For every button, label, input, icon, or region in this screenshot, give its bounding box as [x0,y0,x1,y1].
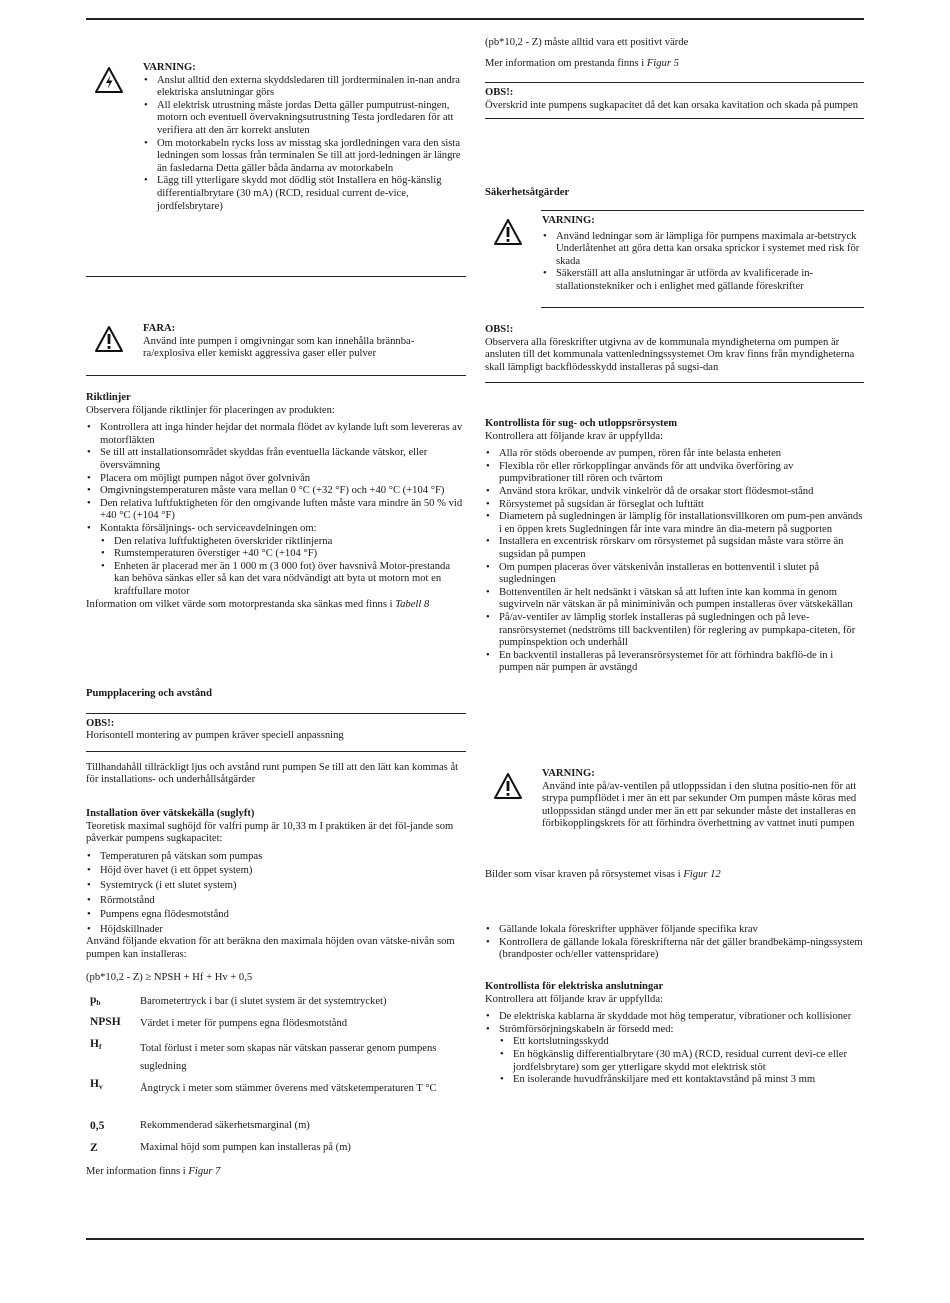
figure-info-text: Bilder som visar kraven på rörsystemet visas i Figur 12 [485,869,721,880]
list-item: • Diametern på sugledningen är lämplig för installationsvillkoren om pum-pen används i en öppen krets Sugledningen får inte vara mindre än dia-metern på sugporten [485,511,864,536]
more-info: Mer information finns i Figur 7 [86,1166,221,1178]
danger-text: Använd inte pumpen i omgivningar som kan innehålla brännba-ra/explosiva eller kemiskt aggressiva gaser eller pulver [143,335,415,360]
warning-title: VARNING: [542,215,595,226]
section-title: Kontrollista för sug- och utloppsrörsystem [485,418,678,429]
positive-value-text: (pb*10,2 - Z) måste alltid vara ett positivt värde [485,37,689,48]
guidelines-outro: Information om vilket värde som motorprestanda ska sänkas med finns i Tabell 8 [86,598,430,610]
warning-title: VARNING: [542,768,595,779]
list-item: • Gällande lokala föreskrifter upphäver följande specifika krav [485,924,864,937]
guidelines-intro: Observera följande riktlinjer för placeringen av produkten: [86,404,335,416]
list-item: • Höjd över havet (i ett öppet system) [86,865,466,878]
list-item: • Om pumpen placeras över vätskenivån installeras en bottenventil i slutet på sugledningen [485,562,864,587]
symbol-description: Barometertryck i bar (i slutet system är det systemtrycket) [140,996,387,1008]
figure-reference[interactable]: Figur 5 [646,57,679,69]
list-item: • Kontrollera de gällande lokala föreskrifterna när det gäller brandbekämp-ningssystem (brandposter och/eller vattenspridare) [485,937,864,962]
symbol-description: Maximal höjd som pumpen kan installeras på (m) [140,1142,351,1154]
danger-box [86,323,466,376]
list-item: • Rumstemperaturen överstiger +40 °C (+104 °F) [100,548,466,561]
figure-info [485,869,864,882]
placement-section [86,688,466,787]
note-text: Observera alla föreskrifter utgivna av de kommunala myndigheterna om pumpen är ansluten till det kommunala vattenledningssystemet Om krav finns från myndigheterna skall lämpligt backflödesskydd installeras på sugsi-dan [485,336,855,373]
section-title: Pumpplacering och avstånd [86,688,212,699]
top-rule [86,18,864,20]
list-item: • Kontrollera att inga hinder hejdar det normala flödet av kylande luft som levereras av motorfläkten [86,422,466,447]
symbol: $H_f$ [90,1038,102,1052]
electrical-warning-content [143,62,466,213]
list-item: • Systemtryck (i ett slutet system) [86,880,466,893]
note-title: OBS!: [485,87,514,98]
local-regulations [485,924,864,962]
note-title: OBS!: [485,324,514,335]
valve-warning-content [542,768,864,831]
note-text: Horisontell montering av pumpen kräver speciell anpassning [86,730,344,742]
exclamation-hazard-icon [94,325,124,353]
figure-reference[interactable]: Figur 7 [188,1166,221,1178]
electrical-checklist-section [485,981,864,1087]
list-item: • Den relativa luftfuktigheten överskrider riktlinjerna [100,536,466,549]
list-item: • Pumpens egna flödesmotstånd [86,909,466,922]
list-item: • De elektriska kablarna är skyddade mot hög temperatur, vibrationer och kollisioner [485,1011,864,1024]
list-item: • Bottenventilen är helt nedsänkt i vätskan så att luften inte kan komma in genom sugvirveln när vätskan är på miniminivån och pumpen installeras över vätskekällan [485,587,864,612]
note-title: OBS!: [86,717,115,729]
equation: (pb*10,2 - Z) ≥ NPSH + Hf + Hv + 0,5 [86,971,253,983]
list-item: • Placera om möjligt pumpen något över golvnivån [86,473,466,486]
symbol-description: Rekommenderad säkerhetsmarginal (m) [140,1120,310,1132]
list-item: • Om motorkabeln rycks loss av misstag ska jordledningen vara den sista ledningen som lossas från terminalen Se till att jord-ledningen är längre än fasledarna Detta gäller båda ändarna av motorkabeln [143,138,466,176]
exclamation-hazard-icon [493,772,523,800]
bottom-rule [86,1238,864,1240]
symbol-description: Värdet i meter för pumpens egna flödesmotstånd [140,1018,348,1030]
note-text: Överskrid inte pumpens sugkapacitet då det kan orsaka kavitation och skada på pumpen [485,99,859,111]
exclamation-hazard-icon [493,218,523,246]
list-item: • Temperaturen på vätskan som pumpas [86,851,466,864]
placement-text: Tillhandahåll tillräckligt ljus och avstånd runt pumpen Se till att den lätt kan kommas åt för installations- och underhållsåtgärder [86,761,459,786]
section-title: Säkerhetsåtgärder [485,187,570,198]
list-item: • Anslut alltid den externa skyddsledaren till jordterminalen in-nan andra elektriska anslutningar görs [143,75,466,100]
section-title: Riktlinjer [86,392,131,403]
symbol-description: Ångtryck i meter som stämmer överens med vätsketemperaturen T °C [140,1083,437,1095]
warning-title: VARNING: [143,62,196,73]
list-item: • Enheten är placerad mer än 1 000 m (3 000 fot) över havsnivå Motor-prestanda kan behöva sänkas eller så kan det vara nödvändigt att byta ut motorn mot en kraftfullare motor [100,561,466,599]
electrical-warning-box [86,62,466,277]
figure-reference[interactable]: Figur 12 [683,869,721,880]
danger-title: FARA: [143,323,176,334]
symbol: NPSH [90,1016,121,1029]
piping-checklist-section [485,418,864,675]
list-item: • Använd ledningar som är lämpliga för pumpens maximala ar-betstryck Underlåtenhet att göra detta kan orsaka sprickor i systemet med risk för skada [542,231,864,269]
suction-capacity-note-box [485,82,864,119]
list-item: • All elektrisk utrustning måste jordas Detta gäller pumputrust-ningen, motorn och eventuell övervakningsutrustning Testa jordledaren för att verifiera att den ärr korrekt ansluten [143,100,466,138]
list-item: • Flexibla rör eller rörkopplingar används för att undvika överföring av pumpvibrationer till rören och tvärtom [485,461,864,486]
piping-warning [485,210,864,306]
section-title: Installation över vätskekälla (suglyft) [86,808,255,819]
symbol-description: Total förlust i meter som skapas när vätskan passerar genom pumpens sugledning [140,1043,437,1073]
symbol: 0,5 [90,1120,105,1133]
equation-legend [86,994,466,1162]
list-item: • Alla rör stöds oberoende av pumpen, rören får inte belasta enheten [485,448,864,461]
suction-lift-section [86,808,466,1179]
list-item: • På/av-ventiler av lämplig storlek installeras på sugledningen och på leve-ransrörsystemet (nedströms till backventilen) för reglering av pumpkapa-citeten, för pumpinspektion och underhåll [485,612,864,650]
list-item: • Strömförsörjningskabeln är försedd med: [485,1024,864,1037]
symbol: $p_b$ [90,994,101,1008]
table-reference[interactable]: Tabell 8 [395,598,430,610]
symbol: $H_v$ [90,1078,103,1092]
list-item: • Omgivningstemperaturen måste vara mellan 0 °C (+32 °F) och +40 °C (+104 °F) [86,485,466,498]
list-item: • Ett kortslutningsskydd [499,1036,864,1049]
checklist-intro: Kontrollera att följande krav är uppfyllda: [485,430,663,442]
list-item: • Kontakta försäljnings- och serviceavdelningen om: [86,523,466,536]
list-item: • Säkerställ att alla anslutningar är utförda av kvalificerade in-stallationstekniker och i enlighet med gällande föreskrifter [542,268,864,293]
equation-intro: Använd följande ekvation för att beräkna den maximala höjden ovan vätske-nivån som pumpen kan installeras: [86,936,455,960]
positive-value-note [485,37,864,70]
danger-content [143,323,466,361]
list-item: • Använd stora krökar, undvik vinkelrör då de orsakar stort flödesmot-stånd [485,486,864,499]
performance-info: Mer information om prestanda finns i Figur 5 [485,57,679,69]
list-item: • En högkänslig differentialbrytare (30 mA) (RCD, residual current devi-ce eller jordfelsbrytare) som ger ytterligare skydd mot elektrisk stöt [499,1049,864,1074]
list-item: • Rörsystemet på sugsidan är förseglat och lufttätt [485,499,864,512]
piping-warning-content [542,215,864,294]
checklist-intro: Kontrollera att följande krav är uppfyllda: [485,993,663,1005]
list-item: • Installera en excentrisk rörskarv om rörsystemet på sugsidan måste vara större än sugsidan på pumpen [485,536,864,561]
municipal-note-box [485,324,864,383]
list-item: • Lägg till ytterligare skydd mot dödlig stöt Installera en hög-känslig differentialbrytare (30 mA) (RCD, residual current de-vice, jordfelsbrytare) [143,175,466,213]
suction-intro: Teoretisk maximal sughöjd för valfri pump är 10,33 m I praktiken är det föl-jande som påverkar pumpens sugkapacitet: [86,820,454,845]
list-item: • Se till att installationsområdet skyddas från eventuella läckande vätskor, eller översvämning [86,447,466,472]
safety-section [485,187,864,200]
placement-note-box [86,713,466,752]
list-item: • En isolerande huvudfrånskiljare med ett kontaktavstånd på minst 3 mm [499,1074,864,1087]
warning-text: Använd inte på/av-ventilen på utloppssidan i den slutna positio-nen för att strypa pumpflödet i mer än ett par sekunder Om pumpen måste köras med utloppssidan stängd under mer än ett par sekunder måste det installeras en förbikopplingskrets för att förhindra överhettning av vattnet inuti pumpen [542,780,857,830]
list-item: • Höjdskillnader [86,924,466,937]
symbol: Z [90,1142,98,1155]
list-item: • En backventil installeras på leveransrörsystemet för att förhindra bakflö-de in i pumpen när pumpen är avstängd [485,650,864,675]
section-title: Kontrollista för elektriska anslutningar [485,981,664,992]
list-item: • Den relativa luftfuktigheten för den omgivande luften måste vara mindre än 50 % vid +40 °C (+104 °F) [86,498,466,523]
list-item: • Rörmotstånd [86,895,466,908]
guidelines-section [86,392,466,611]
valve-warning [485,768,864,856]
electric-hazard-icon [94,66,124,94]
